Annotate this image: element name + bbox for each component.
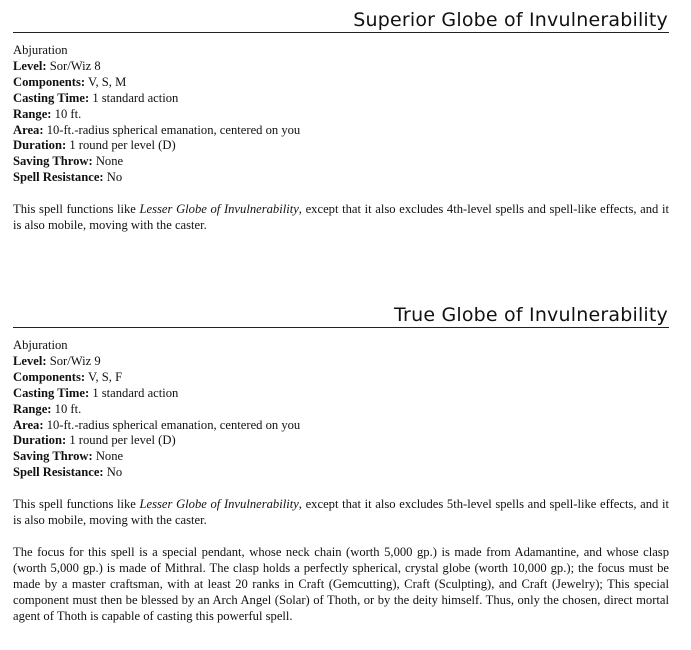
- stat-level: [13, 59, 669, 75]
- stat-label: Casting Time:: [13, 385, 90, 400]
- stat-spell-resistance: [13, 465, 669, 481]
- stat-saving-throw: [13, 449, 669, 465]
- stat-value: 1 standard action: [92, 385, 179, 400]
- stat-value: 10-ft.-radius spherical emanation, centered on you: [46, 122, 301, 137]
- spell-reference: Lesser Globe of Invulnerability: [139, 497, 299, 512]
- spell-title: Superior Globe of Invulnerability: [353, 9, 668, 31]
- stat-value: No: [106, 465, 123, 480]
- spell-title-rule: [13, 303, 669, 328]
- stat-value: 10-ft.-radius spherical emanation, centered on you: [46, 417, 301, 432]
- spell-focus-description: The focus for this spell is a special pendant, whose neck chain (worth 5,000 gp.) is made from Adamantine, and whose clasp (worth 5,000 gp.) is made of Mithral. The clasp holds a perfectly spherical, crystal globe (worth 10,000 gp.); the focus must be made by a master craftsman, with at least 20 ranks in Craft (Gemcutting), Craft (Sculpting), and Craft (Jewelry); This special component must then be blessed by an Arch Angel (Solar) of Thoth, or by the deity himself. Thus, only the chosen, direct mortal agent of Thoth is capable of casting this powerful spell.: [13, 544, 669, 623]
- stat-range: [13, 402, 669, 418]
- spell-entry-true-globe: [13, 303, 669, 625]
- spell-description: [13, 497, 669, 529]
- stat-label: Area:: [13, 122, 44, 137]
- stat-value: 10 ft.: [54, 106, 82, 121]
- stat-casting-time: [13, 91, 669, 107]
- stat-value: No: [106, 170, 123, 185]
- stat-label: Range:: [13, 401, 52, 416]
- stat-value: Sor/Wiz 9: [49, 353, 101, 368]
- stat-value: None: [95, 154, 124, 169]
- stat-area: [13, 418, 669, 434]
- spell-description: [13, 202, 669, 234]
- stat-value: 10 ft.: [54, 401, 82, 416]
- description-text: , except that it also excludes 4th-level spells and spell-like effects, and it is also mobile, moving with the caster.: [13, 202, 669, 233]
- description-text: , except that it also excludes 5th-level spells and spell-like effects, and it is also mobile, moving with the caster.: [13, 497, 669, 528]
- stat-duration: [13, 138, 669, 154]
- stat-label: Level:: [13, 58, 47, 73]
- stat-value: Sor/Wiz 8: [49, 58, 101, 73]
- stat-range: [13, 107, 669, 123]
- stat-value: 1 round per level (D): [69, 138, 176, 153]
- spell-school: Abjuration: [13, 43, 68, 57]
- stat-duration: [13, 433, 669, 449]
- stat-components: [13, 370, 669, 386]
- stat-saving-throw: [13, 154, 669, 170]
- stat-value: 1 round per level (D): [69, 433, 176, 448]
- stat-value: V, S, M: [88, 74, 127, 89]
- stat-label: Range:: [13, 106, 52, 121]
- stat-casting-time: [13, 386, 669, 402]
- spell-title: True Globe of Invulnerability: [394, 304, 668, 326]
- stat-components: [13, 75, 669, 91]
- stat-label: Duration:: [13, 433, 67, 448]
- stat-label: Spell Resistance:: [13, 465, 104, 480]
- stat-label: Level:: [13, 353, 47, 368]
- stat-level: [13, 354, 669, 370]
- stat-value: 1 standard action: [92, 90, 179, 105]
- stat-label: Casting Time:: [13, 90, 90, 105]
- spell-entry-superior-globe: [13, 8, 669, 234]
- description-text: This spell functions like: [13, 497, 140, 512]
- stat-label: Area:: [13, 417, 44, 432]
- stat-value: None: [95, 449, 124, 464]
- spell-reference: Lesser Globe of Invulnerability: [139, 202, 299, 217]
- spell-stat-block: [13, 43, 669, 186]
- stat-label: Saving Throw:: [13, 449, 93, 464]
- stat-spell-resistance: [13, 170, 669, 186]
- spell-stat-block: [13, 338, 669, 481]
- stat-value: V, S, F: [88, 369, 123, 384]
- stat-label: Spell Resistance:: [13, 170, 104, 185]
- spell-school: Abjuration: [13, 338, 68, 352]
- stat-label: Components:: [13, 369, 86, 384]
- stat-label: Duration:: [13, 138, 67, 153]
- stat-area: [13, 123, 669, 139]
- spell-title-rule: [13, 8, 669, 33]
- description-text: This spell functions like: [13, 202, 140, 217]
- stat-label: Components:: [13, 74, 86, 89]
- stat-label: Saving Throw:: [13, 154, 93, 169]
